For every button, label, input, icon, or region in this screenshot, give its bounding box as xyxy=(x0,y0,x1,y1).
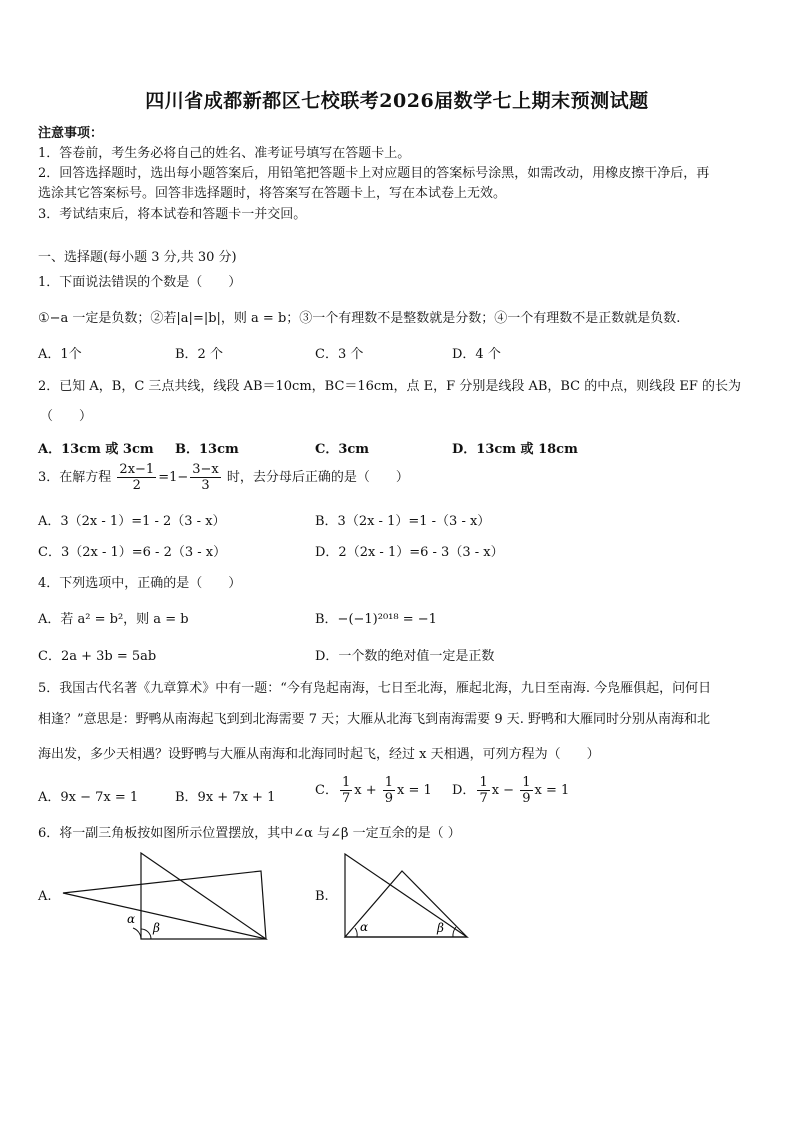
question-3-stem xyxy=(38,462,409,493)
angle-alpha-label: α xyxy=(127,912,136,926)
question-1-statements: ①−a 一定是负数；②若|a|=|b|，则 a = b；③一个有理数不是整数就是分数；④一个有理数不是正数就是负数. xyxy=(38,311,681,326)
question-2-option-b: B．13cm xyxy=(175,442,239,457)
question-3-suffix: 时，去分母后正确的是（ ） xyxy=(226,470,409,485)
fraction xyxy=(340,775,352,806)
question-2-option-c: C．3cm xyxy=(315,442,370,457)
question-5-option-c xyxy=(315,775,432,806)
question-4-option-d: D．一个数的绝对值一定是正数 xyxy=(315,649,495,664)
fraction xyxy=(117,462,156,493)
question-3-option-c: C．3（2x - 1）=6 - 2（3 - x） xyxy=(38,545,227,560)
question-3-option-b: B．3（2x - 1）=1 -（3 - x） xyxy=(315,514,491,529)
question-5-option-b: B．9x + 7x + 1 xyxy=(175,790,276,805)
option-tail: x = 1 xyxy=(397,783,432,798)
fraction-denominator: 7 xyxy=(341,791,351,806)
question-5-stem-cont: 海出发，多少天相遇？设野鸭与大雁从南海和北海同时起飞，经过 x 天相遇，可列方程为（ ） xyxy=(38,747,600,762)
option-middle: x − xyxy=(491,783,519,798)
question-4-option-a: A．若 a² = b²，则 a = b xyxy=(38,612,189,627)
fraction-denominator: 9 xyxy=(522,791,531,806)
triangle-figure-b xyxy=(335,848,475,943)
question-2-option-a: A．13cm 或 3cm xyxy=(38,442,154,457)
fraction xyxy=(383,775,395,806)
question-1-option-a: A．1个 xyxy=(38,347,82,362)
triangle-figure-a xyxy=(55,850,275,945)
angle-alpha-arc xyxy=(133,928,141,939)
fraction-denominator: 2 xyxy=(132,478,141,493)
fraction xyxy=(190,462,221,493)
angle-alpha-arc xyxy=(355,928,357,937)
fraction-denominator: 9 xyxy=(384,791,394,806)
option-label: D． xyxy=(452,783,476,798)
question-2-stem: 2．已知 A，B，C 三点共线，线段 AB＝10cm，BC＝16cm，点 E，F 分别是线段 AB，BC 的中点，则线段 EF 的长为 xyxy=(38,379,742,394)
question-6-stem: 6．将一副三角板按如图所示位置摆放，其中∠α 与∠β 一定互余的是（ ） xyxy=(38,826,461,841)
angle-alpha-label: α xyxy=(360,920,369,934)
question-2-option-d: D．13cm 或 18cm xyxy=(452,442,578,457)
question-2-stem-cont: （ ） xyxy=(40,409,93,424)
fraction-numerator: 1 xyxy=(522,775,531,790)
question-3-prefix: 3．在解方程 xyxy=(38,470,112,485)
section-heading: 一、选择题(每小题 3 分,共 30 分) xyxy=(38,250,237,265)
question-4-stem: 4．下列选项中，正确的是（ ） xyxy=(38,576,242,591)
question-6-option-a-label: A. xyxy=(38,889,52,904)
fraction-denominator: 3 xyxy=(201,478,210,493)
fraction xyxy=(477,775,489,806)
question-1-option-d: D．4 个 xyxy=(452,347,501,362)
question-5-option-d xyxy=(452,775,569,806)
set-square-large xyxy=(63,871,266,939)
fraction-denominator: 7 xyxy=(479,791,488,806)
question-1-stem: 1．下面说法错误的个数是（ ） xyxy=(38,275,242,290)
option-label: C． xyxy=(315,783,338,798)
question-5-stem: 5．我国古代名著《九章算术》中有一题：“今有凫起南海，七日至北海，雁起北海，九日至南海. 今凫雁俱起，问何日 xyxy=(38,681,712,696)
question-3-option-d: D．2（2x - 1）=6 - 3（3 - x） xyxy=(315,545,504,560)
question-1-option-c: C．3 个 xyxy=(315,347,364,362)
question-5-option-a: A．9x − 7x = 1 xyxy=(38,790,139,805)
fraction xyxy=(520,775,532,806)
angle-beta-label: β xyxy=(437,921,444,935)
question-4-option-b: B．−(−1)²⁰¹⁸ = −1 xyxy=(315,612,437,627)
fraction-numerator: 2x−1 xyxy=(119,462,155,477)
notice-item: 2．回答选择题时，选出每小题答案后，用铅笔把答题卡上对应题目的答案标号涂黑，如需改动，用橡皮擦干净后，再 xyxy=(38,166,710,181)
question-3-option-a: A．3（2x - 1）=1 - 2（3 - x） xyxy=(38,514,226,529)
question-1-option-b: B．2 个 xyxy=(175,347,223,362)
question-5-stem-cont: 相逢？”意思是：野鸭从南海起飞到到北海需要 7 天；大雁从北海飞到南海需要 9 天. 野鸭和大雁同时分别从南海和北 xyxy=(38,712,710,727)
notice-heading: 注意事项： xyxy=(38,126,104,141)
option-middle: x + xyxy=(354,783,381,798)
page-title: 四川省成都新都区七校联考2026届数学七上期末预测试题 xyxy=(145,90,649,112)
equation-middle: =1− xyxy=(158,470,189,485)
fraction-numerator: 1 xyxy=(341,775,351,790)
notice-item: 选涂其它答案标号。回答非选择题时，将答案写在答题卡上，写在本试卷上无效。 xyxy=(38,186,507,201)
notice-item: 3．考试结束后，将本试卷和答题卡一并交回。 xyxy=(38,207,307,222)
notice-item: 1．答卷前，考生务必将自己的姓名、准考证号填写在答题卡上。 xyxy=(38,146,411,161)
question-6-option-b-label: B. xyxy=(315,889,329,904)
option-tail: x = 1 xyxy=(534,783,570,798)
fraction-numerator: 1 xyxy=(384,775,394,790)
question-4-option-c: C．2a + 3b = 5ab xyxy=(38,649,157,664)
angle-beta-label: β xyxy=(153,921,160,935)
angle-beta-arc xyxy=(141,929,151,939)
fraction-numerator: 1 xyxy=(479,775,488,790)
fraction-numerator: 3−x xyxy=(192,462,219,477)
